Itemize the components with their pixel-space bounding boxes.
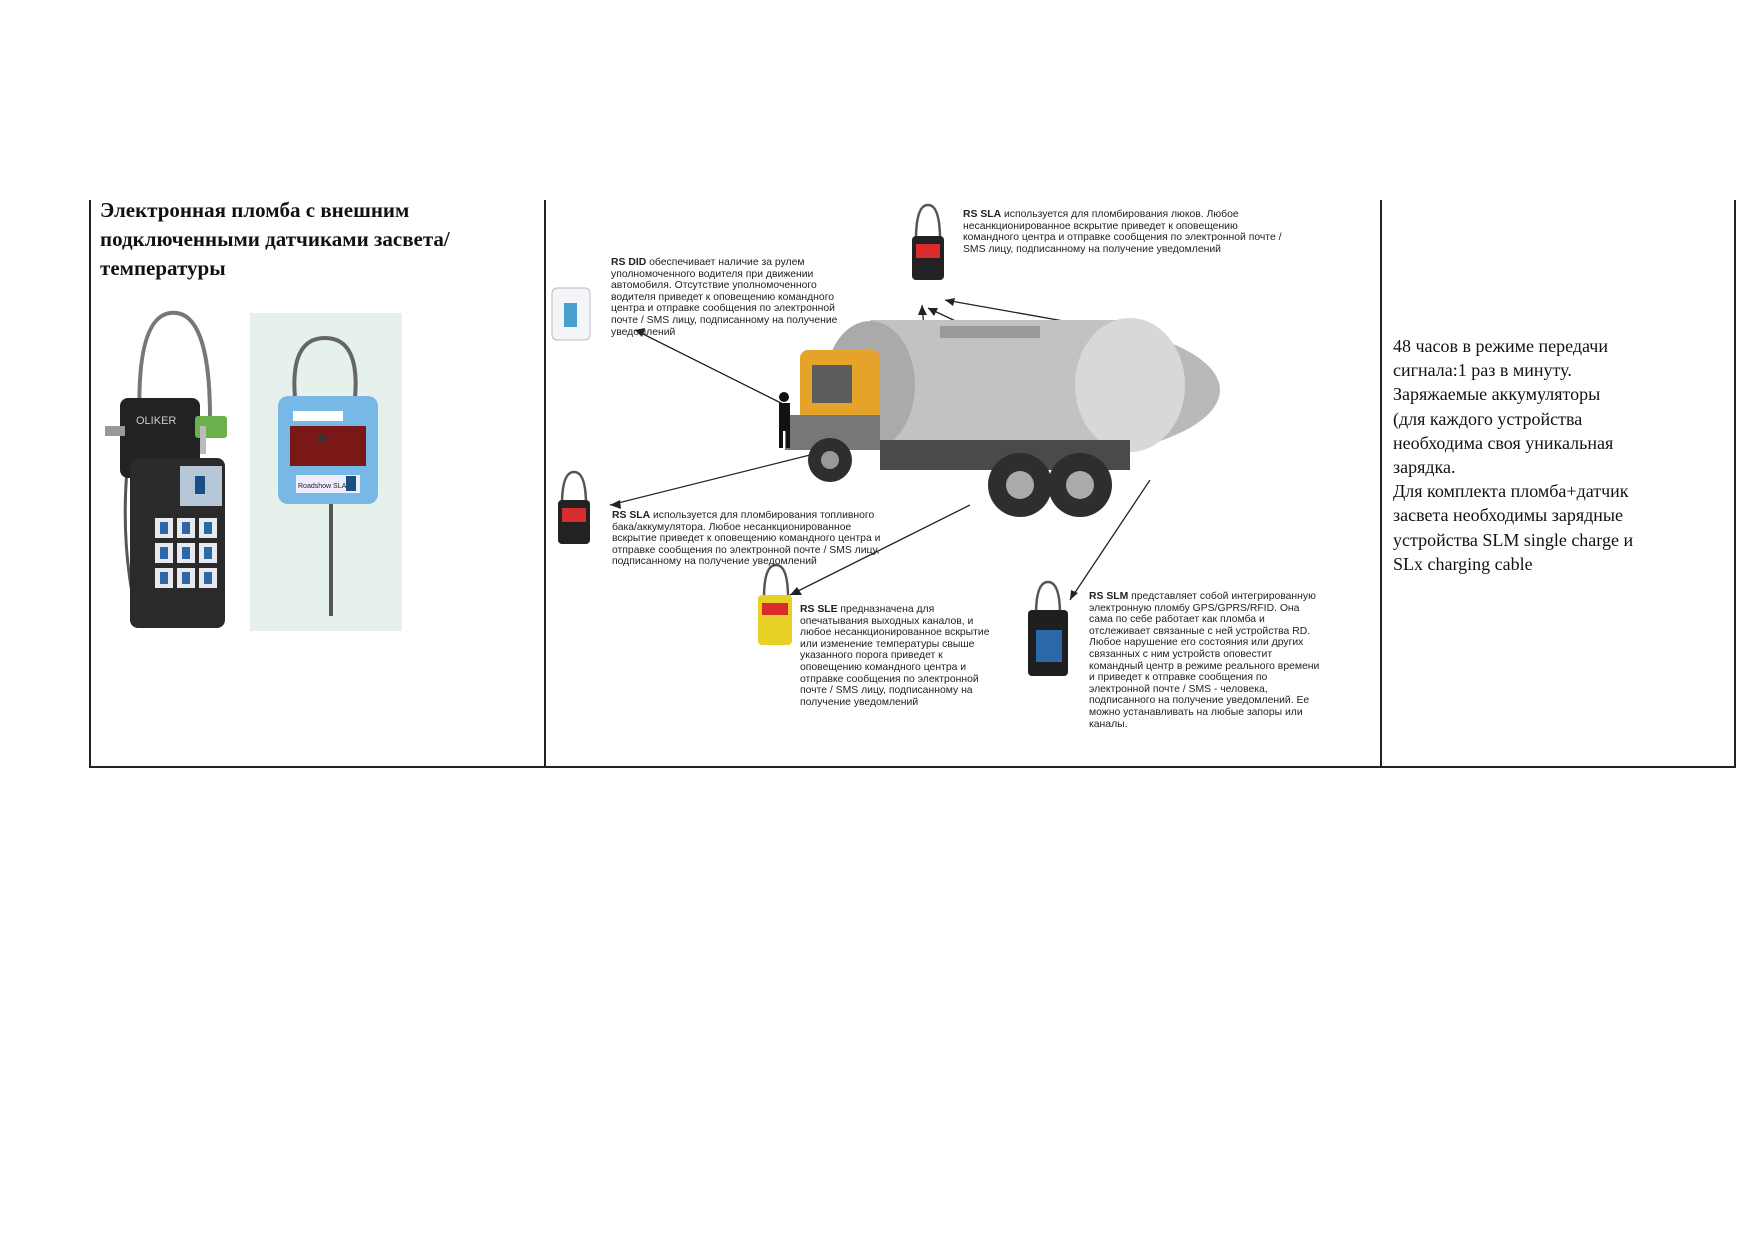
label-rs-did-text: обеспечивает наличие за рулем уполномоченного водителя при движении автомобиля. Отсутствие уполномоченного водителя приведет к оповещению командного центра и отправке сообщения по электронной почте / SMS лицу, подписанному на получение уведомлений — [611, 257, 838, 338]
label-rs-sle — [800, 604, 1000, 708]
spec-line: засвета необходимы зарядные — [1393, 505, 1623, 526]
label-rs-slm-name: RS SLM — [1089, 591, 1129, 602]
label-rs-sle-name: RS SLE — [800, 604, 838, 615]
device-brand-text: OLIKER — [136, 415, 177, 427]
device-photos — [100, 308, 410, 633]
spec-line: SLx charging cable — [1393, 553, 1533, 574]
spec-line: устройства SLM single charge и — [1393, 529, 1634, 550]
label-rs-did — [611, 257, 859, 338]
battery-spec-text — [1393, 334, 1693, 576]
label-rs-sla-top-text: используется для пломбирования люков. Любое несанкционированное вскрытие приведет к оповещению командного центра и отправке сообщения по электронной почте / SMS лицу, подписанному на получение уведомлений — [963, 209, 1282, 255]
label-rs-sla-fuel-name: RS SLA — [612, 510, 651, 521]
label-rs-sla-top-name: RS SLA — [963, 209, 1002, 220]
spec-line: (для каждого устройства — [1393, 408, 1583, 429]
label-rs-sle-text: предназначена для опечатывания выходных каналов, и любое несанкционированное вскрытие или изменение температуры свыше указанного порога приведет к оповещению командного центра и отправке сообщения по электронной почте / SMS лицу, подписанному на получение уведомлений — [800, 604, 990, 708]
spec-line: 48 часов в режиме передачи — [1393, 336, 1608, 356]
spec-line: Для комплекта пломба+датчик — [1393, 481, 1629, 502]
spec-line: необходима своя уникальная — [1393, 432, 1614, 453]
spec-line: Заряжаемые аккумуляторы — [1393, 384, 1601, 405]
label-rs-sla-top — [963, 209, 1293, 255]
black-seal-device — [105, 313, 227, 628]
label-rs-slm — [1089, 591, 1321, 730]
label-rs-sla-fuel — [612, 510, 888, 568]
device-badge-text: Roadshow SLA — [298, 483, 347, 490]
spec-line: сигнала:1 раз в минуту. — [1393, 360, 1572, 381]
label-rs-slm-text: представляет собой интегрированную электронную пломбу GPS/GPRS/RFID. Она сама по себе работает как пломба и отслеживает связанные с ней устройства RD. Любое нарушение его состояния или других связанных с ним устройств оповестит командный центр в режиме реального времени и приведет к отправке сообщения по электронной почте / SMS - человека, подписанного на получение уведомлений. Ее можно устанавливать на любые запоры или каналы. — [1089, 591, 1320, 730]
row-title: Электронная пломба с внешним подключенными датчиками засвета/температуры — [100, 198, 450, 280]
label-rs-sla-fuel-text: используется для пломбирования топливного бака/аккумулятора. Любое несанкционированное вскрытие приведет к оповещению командного центра и отправке сообщения по электронной почте / SMS лицу, подписанному на получение уведомлений — [612, 510, 881, 568]
label-rs-did-name: RS DID — [611, 257, 647, 268]
spec-line: зарядка. — [1393, 457, 1456, 478]
blue-seal-device — [250, 313, 402, 631]
column-divider — [544, 200, 546, 766]
